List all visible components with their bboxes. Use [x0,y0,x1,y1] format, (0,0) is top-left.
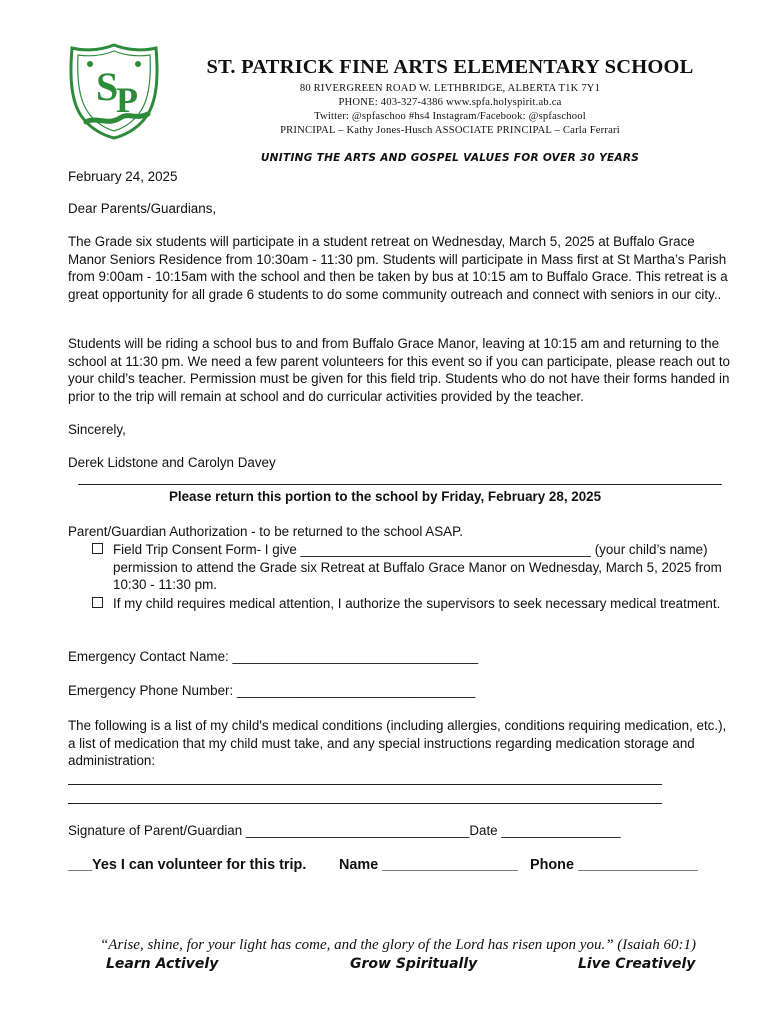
volunteer-phone-field[interactable]: Phone _______________ [530,857,699,873]
school-motto: UNITING THE ARTS AND GOSPEL VALUES FOR OVER 30 YEARS [260,152,640,164]
emergency-phone-field[interactable]: Emergency Phone Number: ________________________________ [68,683,476,698]
letter-salutation: Dear Parents/Guardians, [68,201,217,216]
signature-date-field[interactable]: Signature of Parent/Guardian ______________________________Date ________________ [68,823,621,838]
return-note: Please return this portion to the school by Friday, February 28, 2025 [168,489,602,504]
emergency-contact-name-field[interactable]: Emergency Contact Name: _________________________________ [68,649,479,664]
footer-live-creatively: Live Creatively [578,956,696,972]
school-address: 80 RIVERGREEN ROAD W. LETHBRIDGE, ALBERTA T1K 7Y1 [299,83,601,94]
footer-grow-spiritually: Grow Spiritually [350,956,478,972]
school-social: Twitter: @spfaschoo #hs4 Instagram/Facebook: @spfaschool [314,111,586,122]
medical-checkbox[interactable] [92,597,103,608]
school-phone-web: PHONE: 403-327-4386 www.spfa.holyspirit.ab.ca [338,97,562,108]
school-principals: PRINCIPAL – Kathy Jones-Husch ASSOCIATE PRINCIPAL – Carla Ferrari [280,125,620,136]
letter-paragraph-2: Students will be riding a school bus to and from Buffalo Grace Manor, leaving at 10:15 am and returning to the school at 11:30 pm. We need a few parent volunteers for this event so if you can participate, please reach out to your child’s teacher. Permission must be given for this field trip. Students who do not have their forms handed in prior to the trip will remain at school and do curricular activities provided by the teacher. [68,336,730,404]
medical-checkbox-row[interactable] [92,595,732,631]
volunteer-name-field[interactable]: Name _________________ [339,857,519,873]
letter-signers: Derek Lidstone and Carolyn Davey [68,455,276,470]
medical-info-instructions: The following is a list of my child's medical conditions (including allergies, conditions requiring medication, etc.), a list of medication that my child must take, and any special instructions regarding medication storage and administration: [68,718,727,768]
consent-checkbox-label: Field Trip Consent Form- I give _______________________________________ (your child’s name) permission to attend the Grade six Retreat at Buffalo Grace Manor on Wednesday, March 5, 2025 from 10:30 - 11:30 pm. [113,542,722,592]
consent-checkbox-row[interactable] [92,541,732,595]
school-name: ST. PATRICK FINE ARTS ELEMENTARY SCHOOL [206,56,694,78]
consent-checkbox[interactable] [92,543,103,554]
logo-letter-s: S [96,64,119,109]
medical-info-line-1[interactable] [68,784,662,785]
cut-line [78,484,722,485]
authorization-heading: Parent/Guardian Authorization - to be returned to the school ASAP. [68,524,464,539]
footer-learn-actively: Learn Actively [106,956,219,972]
medical-info-line-2[interactable] [68,803,662,804]
volunteer-checkline[interactable]: ___Yes I can volunteer for this trip. [68,857,307,873]
school-crest-logo [66,42,162,140]
letter-closing: Sincerely, [68,422,126,437]
scripture-verse: “Arise, shine, for your light has come, and the glory of the Lord has risen upon you.” (Isaiah 60:1) [99,937,697,953]
letter-paragraph-1: The Grade six students will participate in a student retreat on Wednesday, March 5, 2025 at Buffalo Grace Manor Seniors Residence from 10:30am - 11:30 pm. Students will participate in Mass first at St Martha’s Parish from 9:00am - 10:15am with the school and then be taken by bus at 10:15 am to Buffalo Grace. This retreat is a great opportunity for all grade 6 students to do some community outreach and connect with seniors in our city.. [68,234,728,302]
logo-letter-p: P [116,80,138,120]
medical-checkbox-label: If my child requires medical attention, I authorize the supervisors to seek necessary medical treatment. [113,596,721,611]
letter-date: February 24, 2025 [68,169,178,184]
